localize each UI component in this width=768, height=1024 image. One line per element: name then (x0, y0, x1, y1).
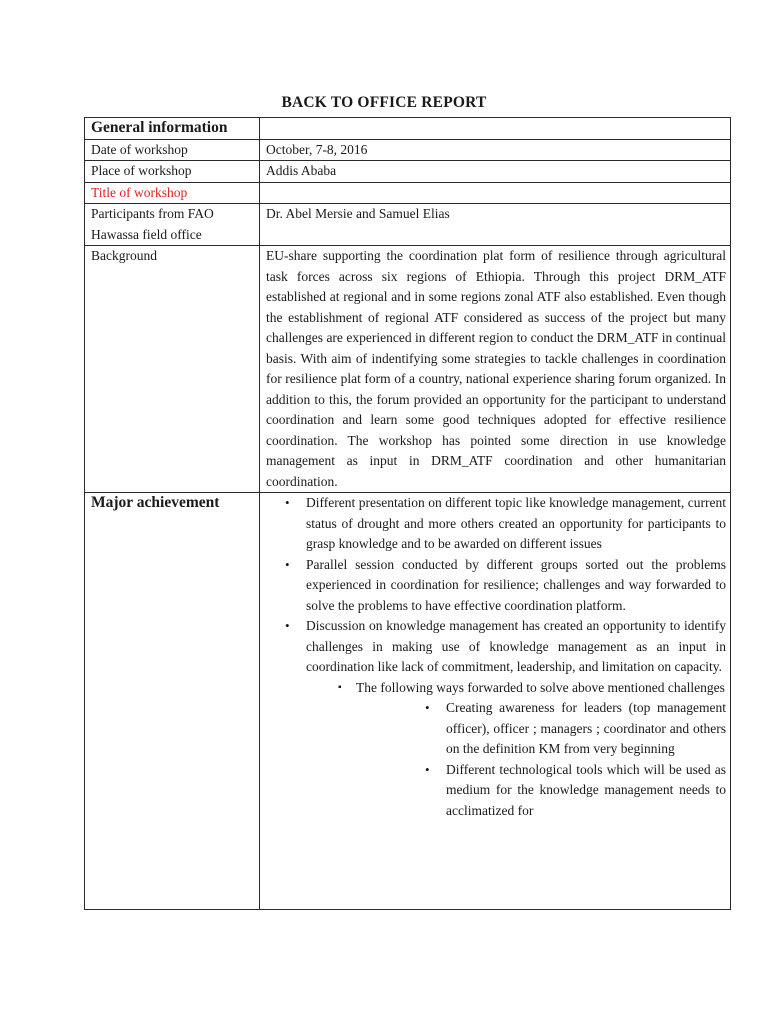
title-label: Title of workshop (85, 182, 260, 204)
table-row (85, 493, 731, 910)
achievement-content-clip (266, 493, 726, 909)
major-achievement-content (260, 493, 731, 910)
list-item: ▪ The following ways forwarded to solve above mentioned challenges (356, 678, 726, 699)
table-row (85, 204, 731, 246)
table-row (85, 161, 731, 183)
report-table (84, 117, 731, 910)
report-title: BACK TO OFFICE REPORT (281, 94, 487, 111)
list-item: • Discussion on knowledge management has created an opportunity to identify challenges in making use of knowledge management as an input in coordination like lack of commitment, leadership, and limitation on capacity. (306, 616, 726, 678)
place-value: Addis Ababa (260, 161, 731, 183)
sub-list (266, 678, 726, 699)
list-item: • Different technological tools which will be used as medium for the knowledge management needs to acclimatized for (446, 760, 726, 822)
general-info-empty-cell (260, 118, 731, 140)
title-value (260, 182, 731, 204)
list-item: • Creating awareness for leaders (top management officer), officer ; managers ; coordinator and others on the definition KM from very beginning (446, 698, 726, 760)
sub-sub-list (266, 698, 726, 821)
major-achievement-heading: Major achievement (85, 493, 260, 910)
table-row (85, 118, 731, 140)
date-value: October, 7-8, 2016 (260, 139, 731, 161)
place-label: Place of workshop (85, 161, 260, 183)
table-row (85, 246, 731, 493)
participants-value: Dr. Abel Mersie and Samuel Elias (260, 204, 731, 246)
date-label: Date of workshop (85, 139, 260, 161)
background-value: EU-share supporting the coordination plat form of resilience through agricultural task forces across six regions of Ethiopia. Through this project DRM_ATF established at regional and in some regions zonal ATF also established. Even though the establishment of regional ATF considered as success of the project but many challenges are experienced in different region to conduct the DRM_ATF in continual basis. With aim of indentifying some strategies to tackle challenges in coordination for resilience plat form of a country, national experience sharing forum organized. In addition to this, the forum provided an opportunity for the participant to understand coordination and learn some good techniques adopted for effective resilience coordination. The workshop has pointed some direction in use knowledge management as input in DRM_ATF coordination and other humanitarian coordination. (260, 246, 731, 493)
background-label: Background (85, 246, 260, 493)
achievement-list (266, 493, 726, 678)
table-row (85, 139, 731, 161)
list-item: • Parallel session conducted by different groups sorted out the problems experienced in coordination for resilience; challenges and way forwarded to solve the problems to have effective coordination platform. (306, 555, 726, 617)
table-row (85, 182, 731, 204)
list-item: • Different presentation on different topic like knowledge management, current status of drought and more others created an opportunity for participants to grasp knowledge and to be awarded on different issues (306, 493, 726, 555)
general-info-heading: General information (85, 118, 260, 140)
participants-label: Participants from FAO Hawassa field office (85, 204, 260, 246)
